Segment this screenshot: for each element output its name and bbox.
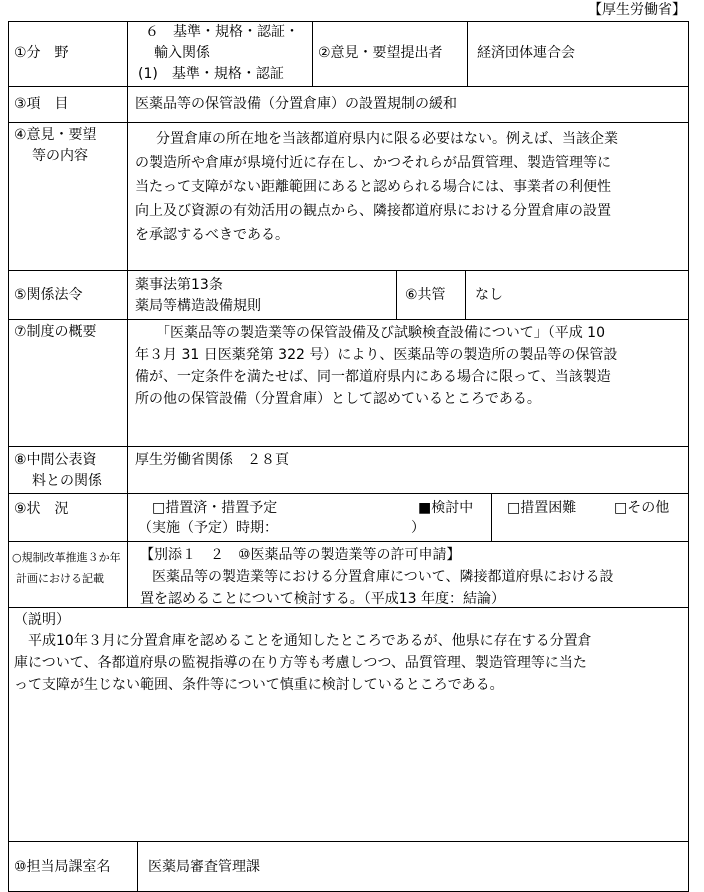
explanation-line: って支障が生じない範囲、条件等について慎重に検討しているところである。 bbox=[14, 677, 504, 693]
opinion-line: 分置倉庫の所在地を当該都道府県内に限る必要はない。例えば、当該企業 bbox=[156, 131, 618, 147]
office-value: 医薬局審査管理課 bbox=[148, 859, 260, 875]
field-label: ①分 野 bbox=[14, 45, 69, 61]
opinion-line: 向上及び資源の有効活用の観点から、隣接都道府県における分置倉庫の設置 bbox=[135, 203, 611, 219]
interim-label-line2: 料との関係 bbox=[32, 473, 102, 489]
row-divider bbox=[8, 841, 689, 842]
plan-line: 医薬品等の製造業等における分置倉庫について、隣接都道府県における設 bbox=[152, 569, 614, 585]
item-label: ③項 目 bbox=[14, 96, 69, 112]
explanation-label: （説明） bbox=[14, 612, 70, 628]
row-divider bbox=[8, 319, 689, 320]
interim-label-line1: ⑧中間公表資 bbox=[14, 452, 97, 468]
joint-label: ⑥共管 bbox=[405, 287, 446, 303]
status-label: ⑨状 況 bbox=[14, 501, 69, 517]
status-other-checkbox[interactable]: □その他 bbox=[614, 500, 670, 516]
row-divider bbox=[8, 541, 689, 542]
status-difficult-checkbox[interactable]: □措置困難 bbox=[507, 500, 577, 516]
explanation-line: 庫について、各都道府県の監視指導の在り方等も考慮しつつ、品質管理、製造管理等に当た bbox=[14, 655, 587, 671]
plan-body bbox=[140, 544, 686, 610]
opinion-label-line1: ④意見・要望 bbox=[14, 127, 97, 143]
row-divider bbox=[8, 270, 689, 271]
item-value: 医薬品等の保管設備（分置倉庫）の設置規制の緩和 bbox=[135, 96, 457, 112]
col-divider bbox=[312, 21, 313, 87]
field-value-line3: (1) 基準・規格・認証 bbox=[138, 66, 284, 82]
row-divider bbox=[8, 493, 689, 494]
submitter-value: 経済団体連合会 bbox=[477, 45, 575, 61]
table-right-border bbox=[688, 21, 689, 892]
opinion-line: を承認するべきである。 bbox=[135, 227, 289, 243]
plan-line: 【別添１ ２ ⑩医薬品等の製造業等の許可申請】 bbox=[140, 547, 461, 563]
col-divider bbox=[491, 493, 492, 541]
interim-value: 厚生労働省関係 ２８頁 bbox=[135, 452, 289, 468]
law-label: ⑤関係法令 bbox=[14, 287, 83, 303]
law-value-line1: 薬事法第13条 bbox=[135, 277, 223, 293]
explanation-line: 平成10年３月に分置倉庫を認めることを通知したところであるが、他県に存在する分置倉 bbox=[28, 633, 592, 649]
table-left-border bbox=[8, 21, 9, 892]
system-label: ⑦制度の概要 bbox=[14, 324, 97, 340]
col-divider bbox=[137, 841, 138, 892]
row-divider bbox=[8, 446, 689, 447]
system-line: 「医薬品等の製造業等の保管設備及び試験検査設備について」（平成 10 bbox=[156, 325, 605, 341]
joint-value: なし bbox=[475, 287, 503, 303]
system-body bbox=[135, 322, 685, 410]
plan-line: 置を認めることについて検討する。（平成13 年度：結論） bbox=[140, 591, 505, 607]
col-divider bbox=[467, 21, 468, 87]
col-divider bbox=[396, 270, 397, 320]
plan-label-line1: ○規制改革推進３か年 bbox=[12, 551, 121, 564]
system-line: 備が、一定条件を満たせば、同一都道府県内にある場合に限って、当該製造 bbox=[135, 369, 611, 385]
col-divider bbox=[465, 270, 466, 320]
status-review-checkbox[interactable]: ■検討中 bbox=[418, 500, 474, 516]
plan-label-line2: 計画における記載 bbox=[16, 572, 104, 585]
system-line: 年３月 31 日医薬発第 322 号）により、医薬品等の製造所の製品等の保管設 bbox=[135, 347, 618, 363]
status-done-checkbox[interactable]: □措置済・措置予定 bbox=[152, 500, 278, 516]
opinion-label-line2: 等の内容 bbox=[32, 148, 88, 164]
row-divider bbox=[8, 86, 689, 87]
law-value-line2: 薬局等構造設備規則 bbox=[135, 298, 261, 314]
explanation-body bbox=[14, 630, 686, 696]
system-line: 所の他の保管設備（分置倉庫）として認めているところである。 bbox=[135, 391, 541, 407]
row-divider bbox=[8, 122, 689, 123]
opinion-line: 当たって支障がない距離範囲にあると認められる場合には、事業者の利便性 bbox=[135, 179, 611, 195]
ministry-tag: 【厚生労働省】 bbox=[588, 2, 686, 18]
submitter-label: ②意見・要望提出者 bbox=[318, 45, 443, 61]
status-period: （実施（予定）時期： ） bbox=[138, 520, 425, 536]
table-top-border bbox=[8, 21, 689, 22]
label-column-divider bbox=[127, 21, 128, 607]
office-label: ⑩担当局課室名 bbox=[14, 859, 111, 875]
opinion-line: の製造所や倉庫が県境付近に存在し、かつそれらが品質管理、製造管理等に bbox=[135, 155, 611, 171]
field-value-line2: 輸入関係 bbox=[154, 45, 210, 61]
field-value-line1: ６ 基準・規格・認証・ bbox=[145, 24, 299, 40]
opinion-body bbox=[135, 127, 685, 247]
